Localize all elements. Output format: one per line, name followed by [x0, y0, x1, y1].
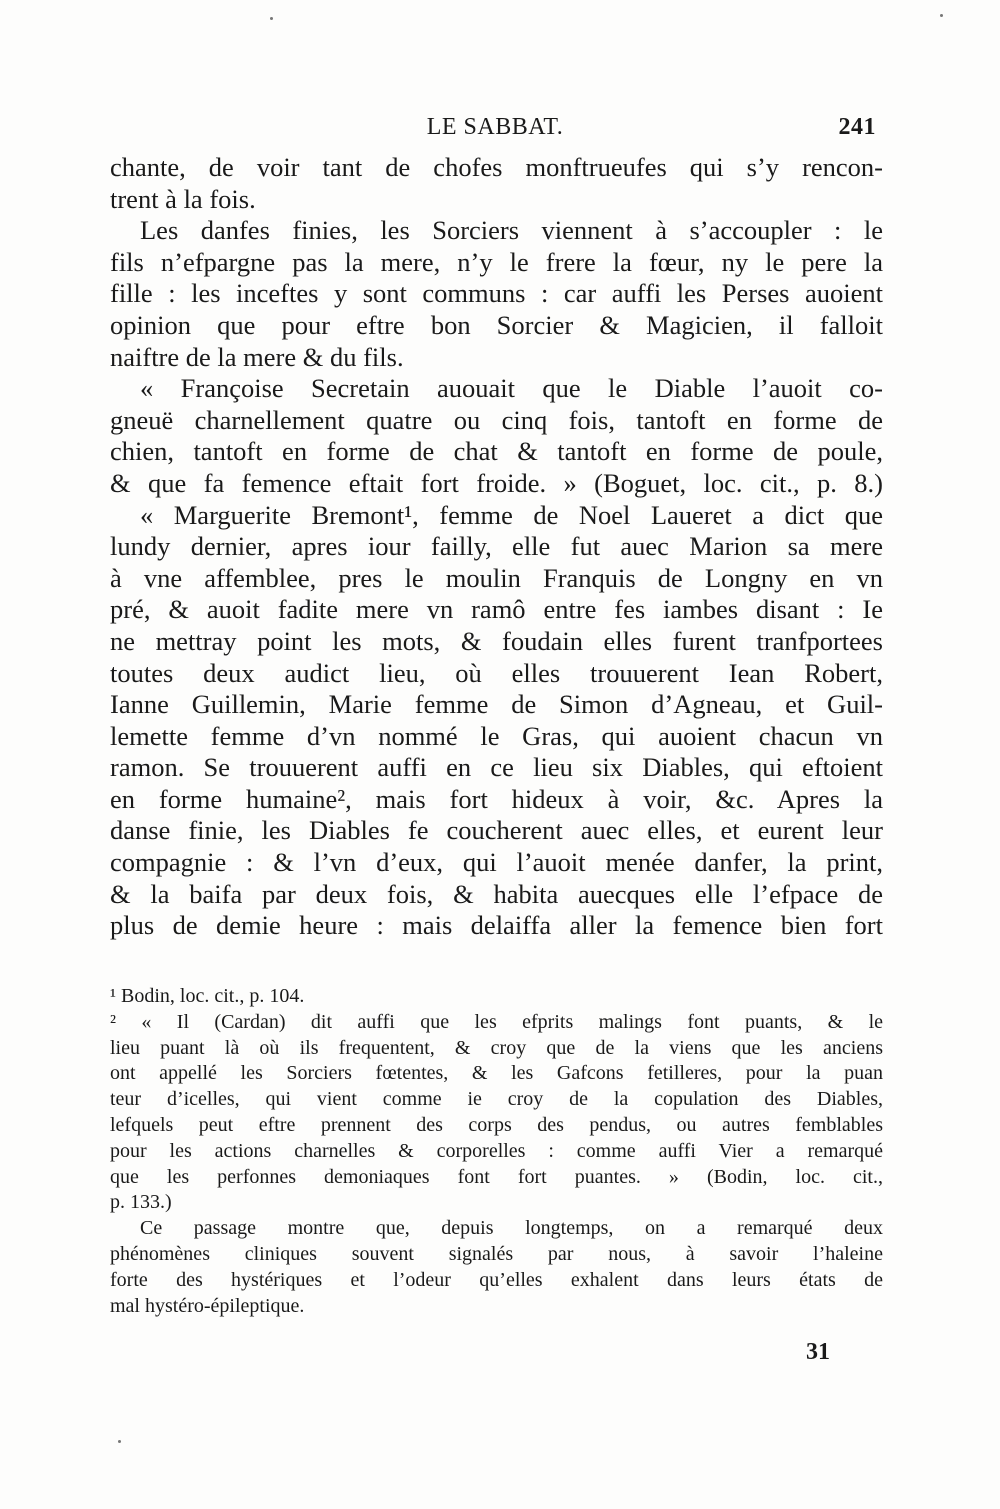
body-line: chante, de voir tant de chofes monftrueufes qui s’y rencon- [110, 152, 883, 182]
body-line: toutes deux audict lieu, où elles trouuerent Iean Robert, [110, 657, 883, 688]
body-line: Ianne Guillemin, Marie femme de Simon d’Agneau, et Guil- [110, 689, 883, 720]
body-line: danse finie, les Diables fe coucherent auec elles, et eurent leur [110, 815, 883, 846]
footnote-line: ² « Il (Cardan) dit auffi que les efprits malings font puants, & le [110, 1010, 883, 1033]
body-line: chien, tantoft en forme de chat & tantoft en forme de poule, [110, 436, 883, 467]
body-line: ne mettray point les mots, & foudain elles furent tranfportees [110, 625, 883, 656]
signature-mark: 31 [806, 1339, 830, 1365]
body-line: naiftre de la mere & du fils. [110, 341, 404, 372]
running-title: LE SABBAT. [426, 114, 564, 140]
footnote-line: ont appellé les Sorciers fœtentes, & les Gafcons fetilleres, pour la puan [110, 1062, 883, 1085]
paper-speck [118, 1440, 121, 1443]
footnote-line: Ce passage montre que, depuis longtemps, on a remarqué deux [140, 1217, 883, 1240]
paper-speck [270, 17, 273, 20]
body-line: & la baifa par deux fois, & habita auecques elle l’efpace de [110, 878, 883, 909]
footnote-line: pour les actions charnelles & corporelles : comme auffi Vier a remarqué [110, 1139, 883, 1162]
paper-speck [940, 14, 943, 17]
body-line: à vne affemblee, pres le moulin Franquis de Longny en vn [110, 562, 883, 593]
body-line: fils n’efpargne pas la mere, n’y le frere la fœur, ny le pere la [110, 246, 883, 277]
footnote-line: p. 133.) [110, 1191, 172, 1214]
footnote-line: phénomènes cliniques souvent signalés par nous, à savoir l’haleine [110, 1242, 883, 1265]
body-text [110, 152, 883, 942]
body-line: trent à la fois. [110, 183, 256, 214]
footnote-line: ¹ Bodin, loc. cit., p. 104. [110, 985, 305, 1007]
footnote-line: lefquels peut eftre prennent des corps des pendus, ou autres femblables [110, 1113, 883, 1136]
body-line: lemette femme d’vn nommé le Gras, qui auoient chacun vn [110, 720, 883, 751]
body-line: compagnie : & l’vn d’eux, qui l’auoit menée danfer, la print, [110, 847, 883, 878]
page-number: 241 [838, 114, 876, 140]
body-line: Les danfes finies, les Sorciers viennent à s’accoupler : le [140, 215, 883, 246]
body-line: opinion que pour eftre bon Sorcier & Magicien, il falloit [110, 309, 883, 340]
body-line: « Françoise Secretain auouait que le Diable l’auoit co- [140, 373, 883, 404]
footnotes [110, 984, 883, 1319]
running-head [110, 110, 880, 144]
body-line: pré, & auoit fadite mere vn ramô entre fes iambes disant : Ie [110, 594, 883, 625]
footnote-line: teur d’icelles, qui vient comme ie croy de la copulation des Diables, [110, 1088, 883, 1111]
footnote-line: que les perfonnes demoniaques font fort puantes. » (Bodin, loc. cit., [110, 1165, 883, 1188]
body-line: ramon. Se trouuerent auffi en ce lieu six Diables, qui eftoient [110, 752, 883, 783]
body-line: lundy dernier, apres iour failly, elle fut auec Marion sa mere [110, 531, 883, 562]
footnote-line: forte des hystériques et l’odeur qu’elles exhalent dans leurs états de [110, 1268, 883, 1291]
body-line: « Marguerite Bremont¹, femme de Noel Laueret a dict que [140, 499, 883, 530]
body-line: & que fa femence eftait fort froide. » (Boguet, loc. cit., p. 8.) [110, 467, 883, 498]
body-line: gneuë charnellement quatre ou cinq fois, tantoft en forme de [110, 404, 883, 435]
footnote-line: mal hystéro-épileptique. [110, 1294, 305, 1317]
body-line: plus de demie heure : mais delaiffa aller la femence bien fort [110, 910, 883, 941]
body-line: en forme humaine², mais fort hideux à voir, &c. Apres la [110, 783, 883, 814]
body-line: fille : les inceftes y sont communs : car auffi les Perses auoient [110, 278, 883, 309]
footnote-line: lieu puant là où ils frequentent, & croy que de la viens que les anciens [110, 1036, 883, 1059]
